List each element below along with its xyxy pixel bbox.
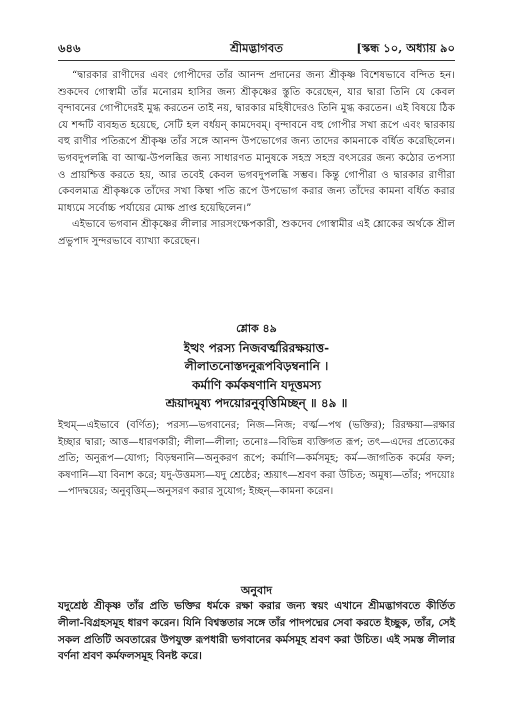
verse-line-2: লীলাতনোস্তদনুরূপবিড়ম্বনানি ।	[184, 359, 329, 373]
translation-text: যদুশ্রেষ্ঠ শ্রীকৃষ্ণ তাঁর প্রতি ভক্তির ধর্মকে রক্ষা করার জন্য স্বয়ং এখানে শ্রীমদ্ভাগবতে কীর্তিত লীলা-বিগ্রহসমূহ ধারণ করেন। যিনি বিশ্বস্ততার সঙ্গে তাঁর পাদপদ্মের সেবা করতে ইচ্ছুক, তাঁর, সেই সকল প্রতিটি অবতারের উপযুক্ত রূপধারী ভগবানের কর্মসমূহ শ্রবণ করা উচিত। এই সমস্ত লীলার বর্ণনা শ্রবণ কর্মফলসমূহ বিনষ্ট করে।	[58, 600, 455, 663]
verse-line-1: ইত্থং পরস্য নিজবর্ত্মরিরক্ষয়াত্ত-	[183, 340, 330, 355]
verse-block	[58, 320, 455, 413]
purport-paragraph-2: এইভাবে ভগবান শ্রীকৃষ্ণের লীলার সারসংক্ষেপকারী, শুকদেব গোস্বামীর এই শ্লোকের অর্থকে শ্রীল প্রভুপাদ সুন্দরভাবে ব্যাখ্যা করেছেন।	[58, 219, 455, 247]
page-number: ৬৪৬	[58, 41, 81, 55]
purport-text	[58, 68, 455, 251]
verse-line-4: শ্রূয়াদমুষ্য পদয়োরনুবৃত্তিমিচ্ছন্ ॥ ৪৯ ॥	[165, 396, 348, 410]
verse-label: শ্লোক ৪৯	[236, 322, 277, 335]
page-header	[58, 40, 455, 58]
translation-title: অনুবাদ	[240, 584, 273, 597]
book-title: শ্রীমদ্ভাগবত	[230, 41, 283, 55]
header-rule	[58, 60, 455, 61]
synonyms-text: ইত্থম্—এইভাবে (বর্ণিত); পরস্য—ভগবানের; নিজ—নিজ; বর্ত্ম—পথ (ভক্তির); রিরক্ষয়া—রক্ষার ইচ্ছার দ্বারা; আত্ত—ধারণকারী; লীলা—লীলা; তনোঃ—বিভিন্ন ব্যক্তিগত রূপ; তৎ—এদের প্রত্যেকের প্রতি; অনুরূপ—যোগ্য; বিড়ম্বনানি—অনুকরণ রূপে; কর্মাণি—কর্মসমূহ; কর্ম—জাগতিক কর্মের ফল; কষণানি—যা বিনাশ করে; যদু-উত্তমস্য—যদু শ্রেষ্ঠের; শ্রূয়াৎ—শ্রবণ করা উচিত; অমুষ্য—তাঁর; পদয়োঃ—পাদদ্বয়ের; অনুবৃত্তিম্—অনুসরণ করার সুযোগ; ইচ্ছন্—কামনা করেন।	[58, 420, 455, 498]
purport-paragraph-1: “দ্বারকার রাণীদের এবং গোপীদের তাঁর আনন্দ প্রদানের জন্য শ্রীকৃষ্ণ বিশেষভাবে বন্দিত হন। শুকদেব গোস্বামী তাঁর মনোরম হাসির জন্য শ্রীকৃষ্ণের স্তুতি করেছেন, যার দ্বারা তিনি যে কেবল বৃন্দাবনের গোপীদেরই মুগ্ধ করতেন তাই নয়, দ্বারকার মহিষীদেরও তিনি মুগ্ধ করতেন। এই বিষয়ে ঠিক যে শব্দটি ব্যবহৃত হয়েছে, সেটি হল বর্ধয়ন্ কামদেবম্। বৃন্দাবনে বহু গোপীর সখা রূপে এবং দ্বারকায় বহু রাণীর পতিরূপে শ্রীকৃষ্ণ তাঁর সঙ্গে আনন্দ উপভোগের জন্য তাদের কামনাকে বর্ধিত করেছিলেন। ভগবদুপলব্ধি বা আত্ম-উপলব্ধির জন্য সাধারণত মানুষকে সহস্র সহস্র বৎসরের জন্য কঠোর তপস্যা ও প্রায়শ্চিত্ত করতে হয়, আর তবেই কেবল ভগবদুপলব্ধি সম্ভব। কিন্তু গোপীরা ও দ্বারকার রাণীরা কেবলমাত্র শ্রীকৃষ্ণকে তাঁদের সখা কিম্বা পতি রূপে উপভোগ করার জন্য তাঁদের কামনা বর্ধিত করার মাধ্যমে সর্বোচ্চ পর্যায়ের মোক্ষ প্রাপ্ত হয়েছিলেন।”	[58, 70, 455, 214]
verse-line-3: কর্মাণি কর্মকষণানি যদূত্তমস্য	[192, 377, 321, 392]
chapter-reference: [স্কন্ধ ১০, অধ্যায় ৯০	[356, 41, 455, 55]
